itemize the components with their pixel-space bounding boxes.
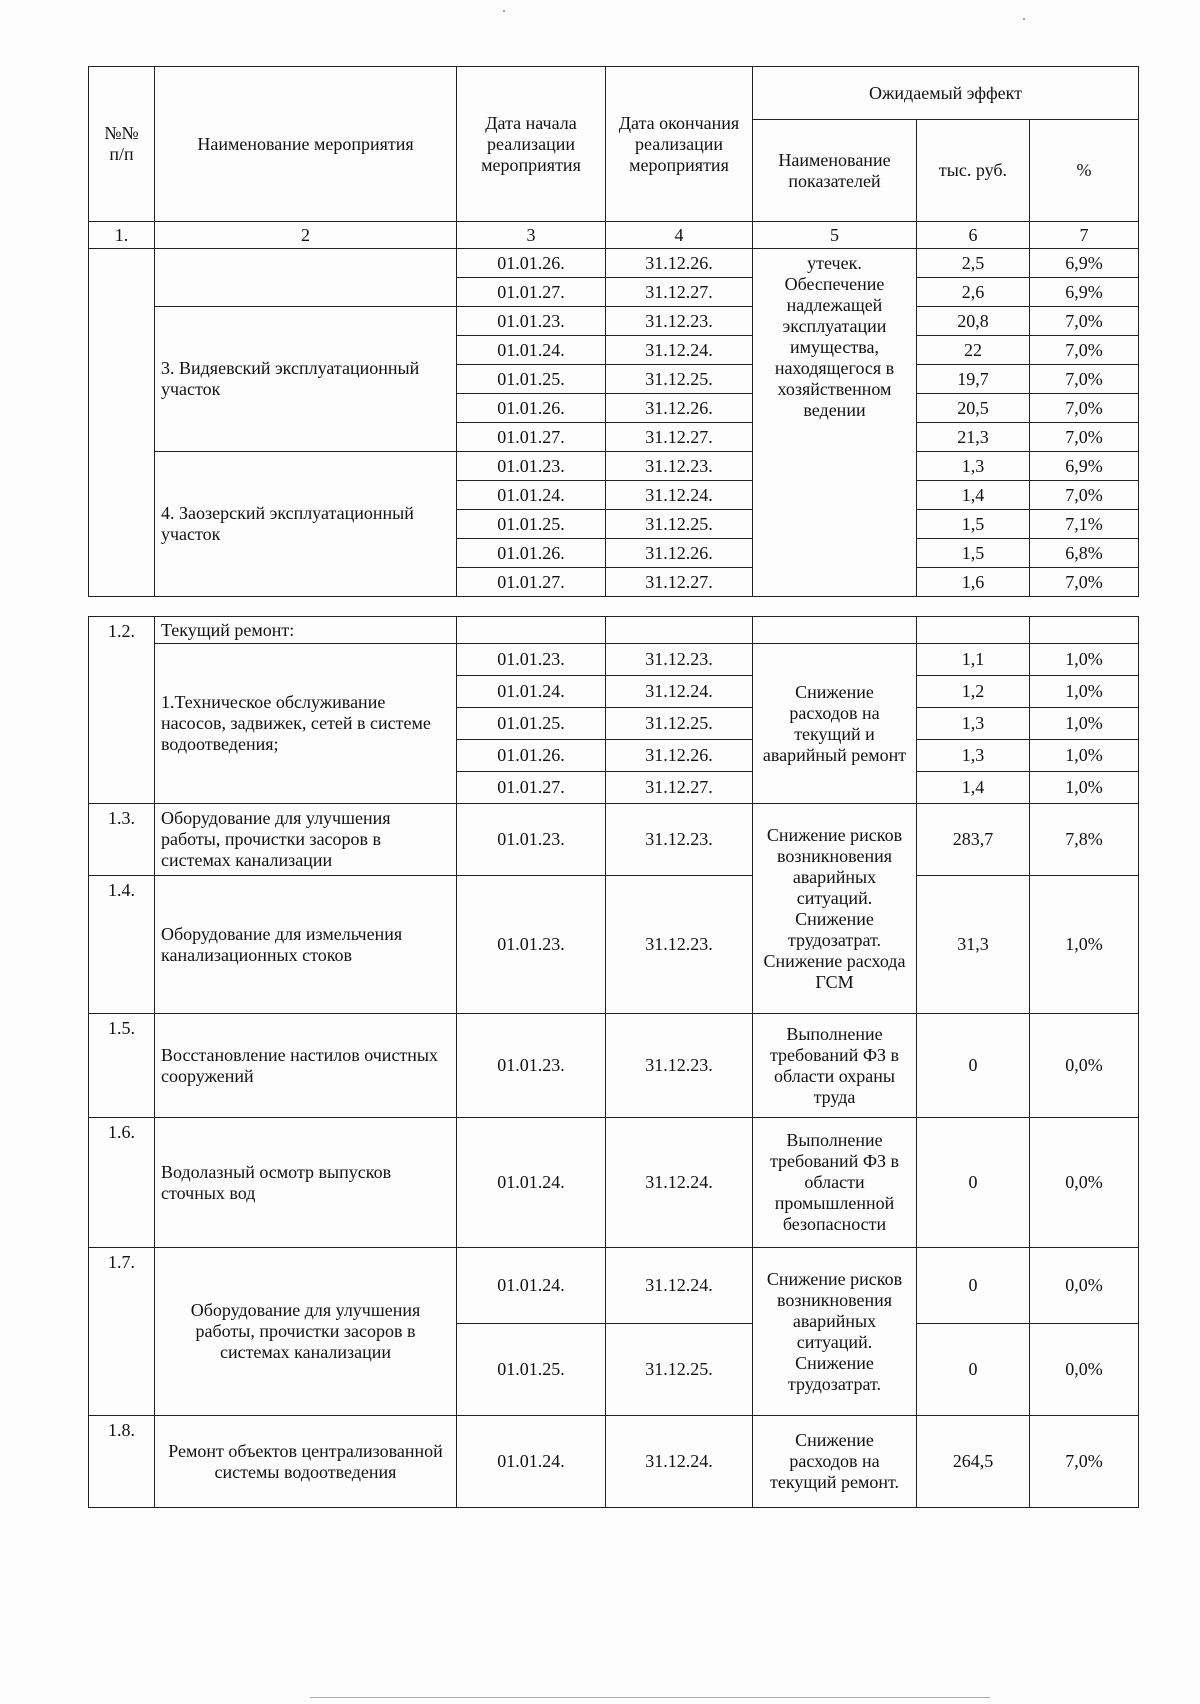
end-date: 31.12.27. — [606, 278, 753, 307]
column-number: 2 — [155, 222, 457, 249]
end-date: 31.12.25. — [606, 708, 753, 740]
item-number: 1.5. — [89, 1014, 155, 1118]
item-indicator: Снижение рисков возникновения аварийных ситуаций. Снижение трудозатрат. — [753, 1248, 917, 1416]
end-date: 31.12.23. — [606, 307, 753, 336]
empty-cell — [1030, 617, 1139, 644]
value-percent: 6,9% — [1030, 249, 1139, 278]
value-percent: 7,0% — [1030, 481, 1139, 510]
value-percent: 1,0% — [1030, 876, 1139, 1014]
column-number: 1. — [89, 222, 155, 249]
value-thousand-rub: 1,1 — [917, 644, 1030, 676]
end-date: 31.12.27. — [606, 772, 753, 804]
value-thousand-rub: 1,4 — [917, 481, 1030, 510]
maintenance-indicator: Снижение расходов на текущий и аварийный ремонт — [753, 644, 917, 804]
start-date: 01.01.27. — [457, 423, 606, 452]
value-percent: 1,0% — [1030, 676, 1139, 708]
value-percent: 7,0% — [1030, 568, 1139, 597]
start-date: 01.01.24. — [457, 336, 606, 365]
value-percent: 0,0% — [1030, 1248, 1139, 1324]
table-row — [89, 876, 1139, 1014]
start-date: 01.01.27. — [457, 772, 606, 804]
value-percent: 6,9% — [1030, 278, 1139, 307]
end-date: 31.12.26. — [606, 539, 753, 568]
value-percent: 1,0% — [1030, 644, 1139, 676]
value-thousand-rub: 0 — [917, 1118, 1030, 1248]
column-number: 4 — [606, 222, 753, 249]
start-date: 01.01.26. — [457, 539, 606, 568]
value-thousand-rub: 2,6 — [917, 278, 1030, 307]
measures-table — [88, 66, 1139, 597]
value-thousand-rub: 1,5 — [917, 539, 1030, 568]
end-date: 31.12.25. — [606, 1324, 753, 1416]
end-date: 31.12.27. — [606, 423, 753, 452]
end-date: 31.12.26. — [606, 394, 753, 423]
start-date: 01.01.25. — [457, 708, 606, 740]
value-thousand-rub: 1,3 — [917, 740, 1030, 772]
empty-cell — [606, 617, 753, 644]
table-row — [89, 617, 1139, 644]
empty-cell — [753, 617, 917, 644]
item-name: Ремонт объектов централизованной системы водоотведения — [155, 1416, 457, 1508]
value-thousand-rub: 21,3 — [917, 423, 1030, 452]
table-row — [89, 804, 1139, 876]
start-date: 01.01.23. — [457, 876, 606, 1014]
start-date: 01.01.24. — [457, 1118, 606, 1248]
value-thousand-rub: 20,5 — [917, 394, 1030, 423]
end-date: 31.12.24. — [606, 1118, 753, 1248]
name-cell-empty — [155, 249, 457, 307]
header-expected-effect: Ожидаемый эффект — [753, 67, 1139, 120]
header-row — [89, 67, 1139, 120]
item-number: 1.3. — [89, 804, 155, 876]
value-thousand-rub: 283,7 — [917, 804, 1030, 876]
item-number: 1.8. — [89, 1416, 155, 1508]
end-date: 31.12.25. — [606, 365, 753, 394]
end-date: 31.12.24. — [606, 1416, 753, 1508]
value-thousand-rub: 1,5 — [917, 510, 1030, 539]
zaozersk-site-name: 4. Заозерский эксплуатационный участок — [155, 452, 457, 597]
column-number-row — [89, 222, 1139, 249]
end-date: 31.12.27. — [606, 568, 753, 597]
start-date: 01.01.24. — [457, 1248, 606, 1324]
item-indicator: Снижение рисков возникновения аварийных ситуаций. Снижение трудозатрат. Снижение расхода ГСМ — [753, 804, 917, 1014]
value-thousand-rub: 1,3 — [917, 452, 1030, 481]
value-percent: 7,0% — [1030, 365, 1139, 394]
end-date: 31.12.23. — [606, 804, 753, 876]
value-percent: 6,9% — [1030, 452, 1139, 481]
num-cell-empty — [89, 249, 155, 597]
value-thousand-rub: 31,3 — [917, 876, 1030, 1014]
column-number: 7 — [1030, 222, 1139, 249]
value-thousand-rub: 20,8 — [917, 307, 1030, 336]
vidyaevo-site-name: 3. Видяевский эксплуатационный участок — [155, 307, 457, 452]
start-date: 01.01.26. — [457, 249, 606, 278]
value-percent: 1,0% — [1030, 740, 1139, 772]
item-indicator: Выполнение требований ФЗ в области охраны труда — [753, 1014, 917, 1118]
value-thousand-rub: 22 — [917, 336, 1030, 365]
value-thousand-rub: 2,5 — [917, 249, 1030, 278]
end-date: 31.12.23. — [606, 644, 753, 676]
header-end-date: Дата окончания реализации мероприятия — [606, 67, 753, 222]
value-percent: 7,0% — [1030, 336, 1139, 365]
value-percent: 0,0% — [1030, 1118, 1139, 1248]
table-row — [89, 1118, 1139, 1248]
maintenance-name: 1.Техническое обслуживание насосов, задвижек, сетей в системе водоотведения; — [155, 644, 457, 804]
empty-cell — [457, 617, 606, 644]
end-date: 31.12.26. — [606, 740, 753, 772]
value-percent: 7,0% — [1030, 423, 1139, 452]
header-percent: % — [1030, 120, 1139, 222]
item-name: Оборудование для улучшения работы, прочистки засоров в системах канализации — [155, 804, 457, 876]
measures-table-continued — [88, 616, 1139, 1508]
value-thousand-rub: 0 — [917, 1248, 1030, 1324]
item-name: Текущий ремонт: — [155, 617, 457, 644]
end-date: 31.12.24. — [606, 676, 753, 708]
start-date: 01.01.25. — [457, 365, 606, 394]
item-name: Оборудование для улучшения работы, прочистки засоров в системах канализации — [155, 1248, 457, 1416]
end-date: 31.12.24. — [606, 336, 753, 365]
value-percent: 7,1% — [1030, 510, 1139, 539]
start-date: 01.01.27. — [457, 278, 606, 307]
start-date: 01.01.23. — [457, 307, 606, 336]
value-thousand-rub: 1,6 — [917, 568, 1030, 597]
value-percent: 7,0% — [1030, 394, 1139, 423]
start-date: 01.01.23. — [457, 452, 606, 481]
header-num: №№ п/п — [89, 67, 155, 222]
item-name: Восстановление настилов очистных сооружений — [155, 1014, 457, 1118]
start-date: 01.01.24. — [457, 481, 606, 510]
item-indicator: Снижение расходов на текущий ремонт. — [753, 1416, 917, 1508]
start-date: 01.01.24. — [457, 1416, 606, 1508]
start-date: 01.01.25. — [457, 510, 606, 539]
empty-cell — [917, 617, 1030, 644]
table-row — [89, 1014, 1139, 1118]
start-date: 01.01.24. — [457, 676, 606, 708]
indicator-cell: утечек. Обеспечение надлежащей эксплуатации имущества, находящегося в хозяйственном ведении — [753, 249, 917, 597]
item-number: 1.2. — [89, 617, 155, 804]
item-number: 1.7. — [89, 1248, 155, 1416]
scan-speck — [1023, 18, 1025, 20]
header-indicators: Наименование показателей — [753, 120, 917, 222]
value-percent: 7,8% — [1030, 804, 1139, 876]
end-date: 31.12.26. — [606, 249, 753, 278]
value-thousand-rub: 264,5 — [917, 1416, 1030, 1508]
table-row — [89, 249, 1139, 278]
scan-speck — [503, 10, 505, 12]
value-thousand-rub: 1,4 — [917, 772, 1030, 804]
value-percent: 0,0% — [1030, 1324, 1139, 1416]
column-number: 6 — [917, 222, 1030, 249]
scan-edge-line — [310, 1697, 990, 1698]
start-date: 01.01.23. — [457, 644, 606, 676]
start-date: 01.01.26. — [457, 394, 606, 423]
value-thousand-rub: 1,3 — [917, 708, 1030, 740]
end-date: 31.12.24. — [606, 481, 753, 510]
header-start-date: Дата начала реализации мероприятия — [457, 67, 606, 222]
table-row — [89, 452, 1139, 481]
column-number: 3 — [457, 222, 606, 249]
value-percent: 7,0% — [1030, 1416, 1139, 1508]
value-thousand-rub: 1,2 — [917, 676, 1030, 708]
value-percent: 0,0% — [1030, 1014, 1139, 1118]
end-date: 31.12.24. — [606, 1248, 753, 1324]
table-row — [89, 307, 1139, 336]
item-number: 1.4. — [89, 876, 155, 1014]
end-date: 31.12.23. — [606, 1014, 753, 1118]
start-date: 01.01.25. — [457, 1324, 606, 1416]
header-name: Наименование мероприятия — [155, 67, 457, 222]
item-number: 1.6. — [89, 1118, 155, 1248]
value-thousand-rub: 19,7 — [917, 365, 1030, 394]
end-date: 31.12.23. — [606, 452, 753, 481]
value-percent: 7,0% — [1030, 307, 1139, 336]
item-indicator: Выполнение требований ФЗ в области промышленной безопасности — [753, 1118, 917, 1248]
value-thousand-rub: 0 — [917, 1324, 1030, 1416]
value-thousand-rub: 0 — [917, 1014, 1030, 1118]
table-row — [89, 1416, 1139, 1508]
item-name: Водолазный осмотр выпусков сточных вод — [155, 1118, 457, 1248]
value-percent: 6,8% — [1030, 539, 1139, 568]
header-thousand-rub: тыс. руб. — [917, 120, 1030, 222]
column-number: 5 — [753, 222, 917, 249]
item-name: Оборудование для измельчения канализационных стоков — [155, 876, 457, 1014]
start-date: 01.01.23. — [457, 1014, 606, 1118]
end-date: 31.12.25. — [606, 510, 753, 539]
end-date: 31.12.23. — [606, 876, 753, 1014]
table-row — [89, 644, 1139, 676]
start-date: 01.01.23. — [457, 804, 606, 876]
start-date: 01.01.26. — [457, 740, 606, 772]
value-percent: 1,0% — [1030, 708, 1139, 740]
value-percent: 1,0% — [1030, 772, 1139, 804]
start-date: 01.01.27. — [457, 568, 606, 597]
table-row — [89, 1248, 1139, 1324]
